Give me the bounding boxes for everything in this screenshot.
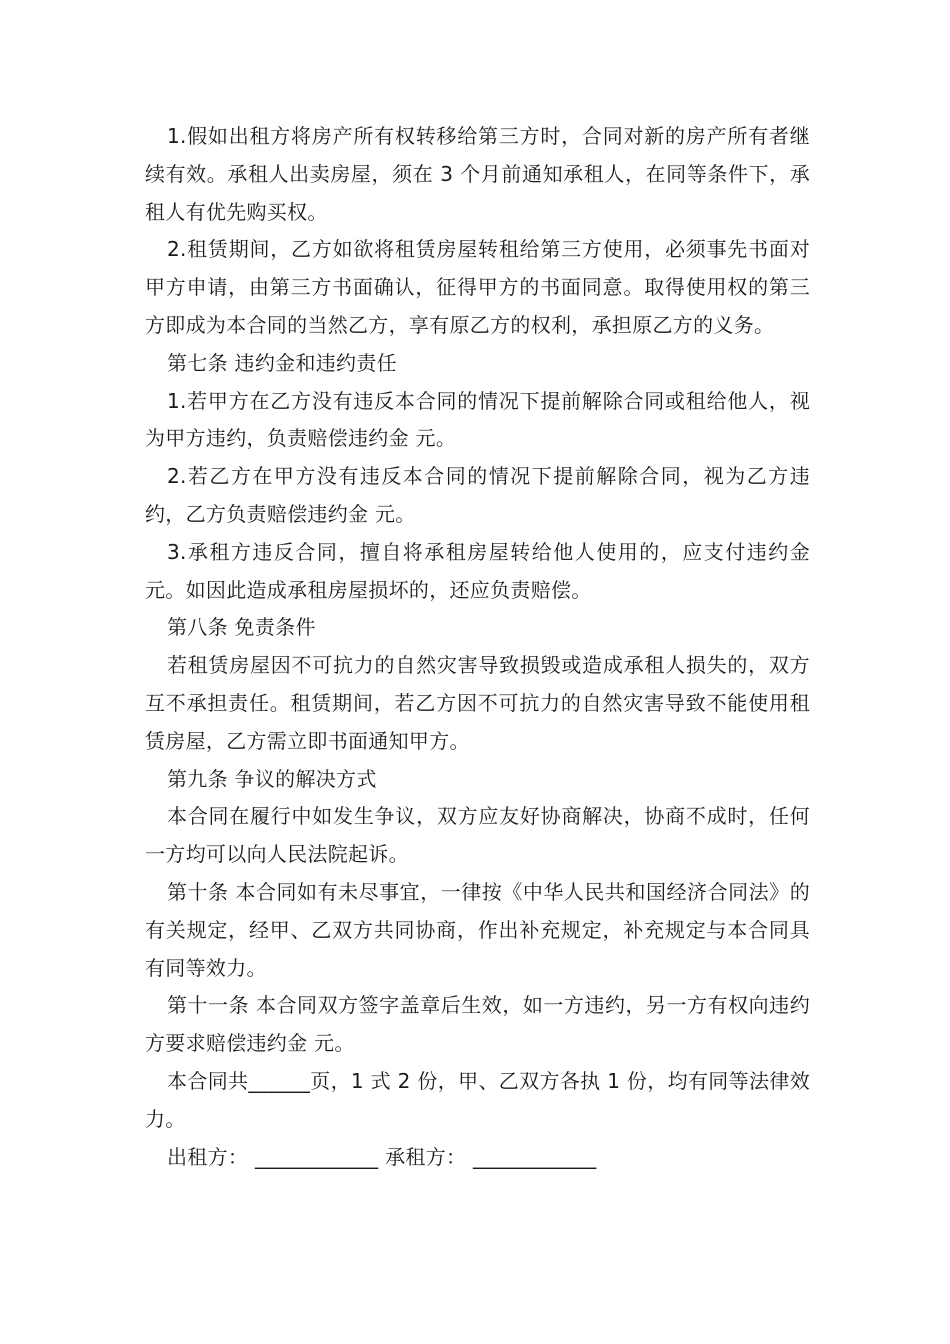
clause-tenant-breach: 2.若乙方在甲方没有违反本合同的情况下提前解除合同，视为乙方违约，乙方负责赔偿违约金 元。	[145, 464, 810, 526]
article-9-heading: 第九条 争议的解决方式	[167, 766, 377, 791]
clause-force-majeure: 若租赁房屋因不可抗力的自然灾害导致损毁或造成承租人损失的，双方互不承担责任。租赁期间，若乙方因不可抗力的自然灾害导致不能使用租赁房屋，乙方需立即书面通知甲方。	[145, 653, 810, 753]
clause-sublease: 2.租赁期间，乙方如欲将租赁房屋转租给第三方使用，必须事先书面对甲方申请，由第三方书面确认，征得甲方的书面同意。取得使用权的第三方即成为本合同的当然乙方，享有原乙方的权利，承担原乙方的义务。	[145, 237, 810, 337]
article-8-heading: 第八条 免责条件	[167, 615, 316, 640]
article-7-heading: 第七条 违约金和违约责任	[167, 350, 397, 375]
clause-dispute-resolution: 本合同在履行中如发生争议，双方应友好协商解决，协商不成时，任何一方均可以向人民法院起诉。	[145, 804, 810, 867]
article-10: 第十条 本合同如有未尽事宜，一律按《中华人民共和国经济合同法》的有关规定，经甲、乙双方共同协商，作出补充规定，补充规定与本合同具有同等效力。	[145, 879, 810, 980]
signature-line: 出租方： ____________ 承租方： ____________	[167, 1144, 597, 1169]
article-11: 第十一条 本合同双方签字盖章后生效，如一方违约，另一方有权向违约方要求赔偿违约金 元。	[145, 993, 810, 1056]
clause-unauthorized-transfer: 3.承租方违反合同，擅自将承租房屋转给他人使用的，应支付违约金 元。如因此造成承租房屋损坏的，还应负责赔偿。	[145, 539, 810, 602]
clause-copies: 本合同共______页，1 式 2 份，甲、乙双方各执 1 份，均有同等法律效力。	[145, 1068, 810, 1131]
contract-body	[145, 118, 810, 1176]
clause-transfer-ownership: 1.假如出租方将房产所有权转移给第三方时，合同对新的房产所有者继续有效。承租人出卖房屋，须在 3 个月前通知承租人，在同等条件下，承租人有优先购买权。	[145, 124, 810, 224]
clause-landlord-breach: 1.若甲方在乙方没有违反本合同的情况下提前解除合同或租给他人，视为甲方违约，负责赔偿违约金 元。	[145, 388, 810, 451]
